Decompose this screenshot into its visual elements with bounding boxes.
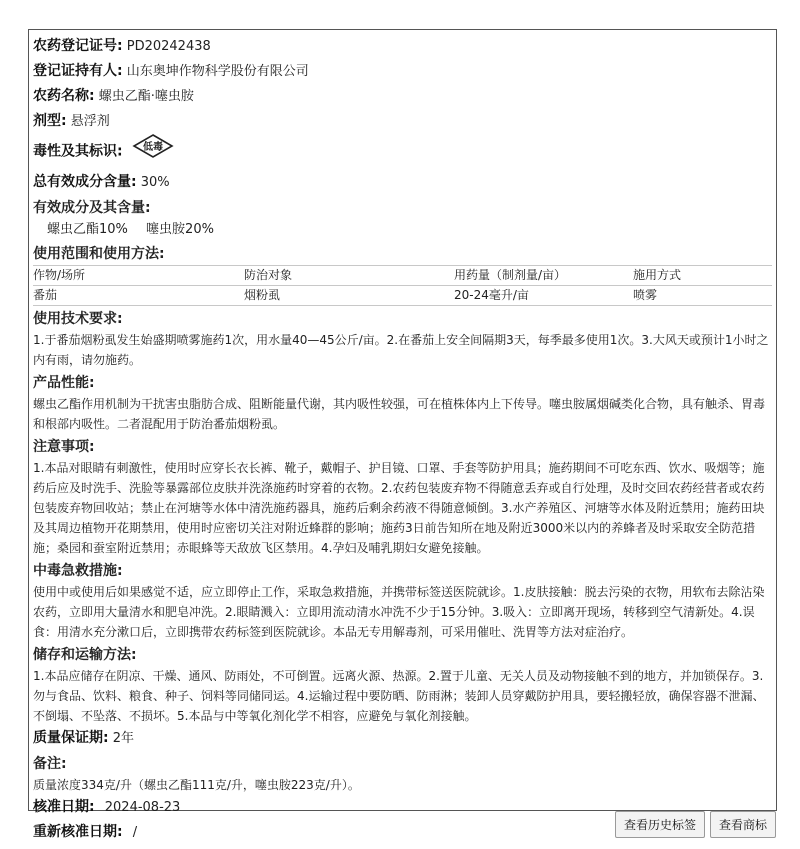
warranty-row: [33, 726, 772, 751]
pesticide-name-row: [33, 84, 772, 109]
registration-number-label: 农药登记证号:: [33, 38, 123, 54]
first-aid-text: 使用中或使用后如果感觉不适，应立即停止工作，采取急救措施，并携带标签送医院就诊。1.皮肤接触：脱去污染的衣物，用软布去除沾染农药，立即用大量清水和肥皂冲洗。2.眼睛溅入：立即用流动清水冲洗不少于15分钟。3.吸入：立即离开现场，转移到空气清新处。4.误食：用清水充分漱口后，立即携带农药标签到医院就诊。本品无专用解毒剂，可采用催吐、洗胃等方法对症治疗。: [33, 585, 765, 639]
registration-number-row: [33, 34, 772, 59]
view-history-label-button[interactable]: 查看历史标签: [615, 811, 705, 838]
low-toxicity-diamond-icon: [133, 134, 173, 170]
remarks-text: 质量浓度334克/升（螺虫乙酯111克/升，噻虫胺223克/升）。: [33, 778, 360, 792]
storage-label: 储存和运输方法:: [33, 647, 137, 663]
approval-date-value: 2024-08-23: [104, 800, 181, 815]
usage-cell-crop: 番茄: [33, 286, 244, 306]
table-row: [33, 286, 772, 306]
ingredient-item: 螺虫乙酯10%: [47, 222, 128, 237]
precautions-text: 1.本品对眼睛有刺激性，使用时应穿长衣长裤、靴子，戴帽子、护目镜、口罩、手套等防护用具；施药期间不可吃东西、饮水、吸烟等；施药后应及时洗手、洗脸等暴露部位皮肤并洗涤施药时穿着的衣物。2.农药包装废弃物不得随意丢弃或自行处理，及时交回农药经营者或农药包装废弃物回收站；禁止在河塘等水体中清洗施药器具，施药后剩余药液不得随意倾倒。3.水产养殖区、河塘等水体及附近禁用；施药田块及其周边植物开花期禁用，使用时应密切关注对附近蜂群的影响；施药3日前告知所在地及附近3000米以内的养蜂者及时采取安全防范措施；桑园和蚕室附近禁用；赤眼蜂等天敌放飞区禁用。4.孕妇及哺乳期妇女避免接触。: [33, 461, 765, 555]
remarks-label: 备注:: [33, 756, 67, 772]
toxicity-label: 毒性及其标识:: [33, 143, 123, 160]
usage-cell-method: 喷雾: [633, 286, 772, 306]
usage-header-method: 施用方式: [633, 266, 772, 286]
formulation-row: [33, 109, 772, 134]
holder-label: 登记证持有人:: [33, 63, 123, 79]
storage-text: 1.本品应储存在阴凉、干燥、通风、防雨处，不可倒置。远离火源、热源。2.置于儿童、无关人员及动物接触不到的地方，并加锁保存。3.勿与食品、饮料、粮食、种子、饲料等同储同运。4.运输过程中要防晒、防雨淋；装卸人员穿戴防护用具，要轻搬轻放，确保容器不泄漏、不倒塌、不坠落、不损坏。5.本品与中等氧化剂化学不相容，应避免与氧化剂接触。: [33, 669, 765, 723]
usage-cell-target: 烟粉虱: [244, 286, 454, 306]
warranty-label: 质量保证期:: [33, 730, 109, 746]
usage-header-crop: 作物/场所: [33, 266, 244, 286]
tech-requirements-text: 1.于番茄烟粉虱发生始盛期喷雾施药1次，用水量40—45公斤/亩。2.在番茄上安全间隔期3天，每季最多使用1次。3.大风天或预计1小时之内有雨，请勿施药。: [33, 333, 769, 367]
action-bar: [615, 811, 776, 838]
view-trademark-button[interactable]: 查看商标: [710, 811, 776, 838]
total-content-value: 30%: [140, 175, 170, 190]
toxicity-badge-text: 低毒: [142, 142, 163, 153]
performance-text: 螺虫乙酯作用机制为干扰害虫脂肪合成、阻断能量代谢，其内吸性较强，可在植株体内上下传导。噻虫胺属烟碱类化合物，具有触杀、胃毒和根部内吸性。二者混配用于防治番茄烟粉虱。: [33, 397, 766, 431]
holder-value: 山东奥坤作物科学股份有限公司: [126, 64, 309, 79]
usage-header-target: 防治对象: [244, 266, 454, 286]
total-content-row: [33, 170, 772, 195]
ingredients-label: 有效成分及其含量:: [33, 200, 151, 216]
precautions-label: 注意事项:: [33, 439, 95, 455]
registration-number-value: PD20242438: [126, 39, 211, 54]
usage-label: 使用范围和使用方法:: [33, 246, 165, 262]
ingredient-item: 噻虫胺20%: [146, 222, 214, 237]
warranty-value: 2年: [112, 731, 135, 746]
formulation-label: 剂型:: [33, 113, 67, 129]
usage-cell-dosage: 20-24毫升/亩: [454, 286, 633, 306]
total-content-label: 总有效成分含量:: [33, 174, 137, 190]
pesticide-name-value: 螺虫乙酯·噻虫胺: [98, 89, 194, 104]
usage-header-row: [33, 266, 772, 286]
usage-header-dosage: 用药量（制剂量/亩）: [454, 266, 633, 286]
usage-table: [33, 265, 772, 306]
approval-date-label: 核准日期:: [33, 799, 95, 815]
first-aid-label: 中毒急救措施:: [33, 563, 123, 579]
reapproval-date-label: 重新核准日期:: [33, 824, 123, 840]
performance-label: 产品性能:: [33, 375, 95, 391]
formulation-value: 悬浮剂: [70, 114, 110, 129]
tech-requirements-label: 使用技术要求:: [33, 311, 123, 327]
holder-row: [33, 59, 772, 84]
pesticide-name-label: 农药名称:: [33, 88, 95, 104]
toxicity-row: [33, 134, 772, 170]
reapproval-date-value: /: [132, 825, 138, 840]
ingredients-list: [33, 219, 772, 241]
